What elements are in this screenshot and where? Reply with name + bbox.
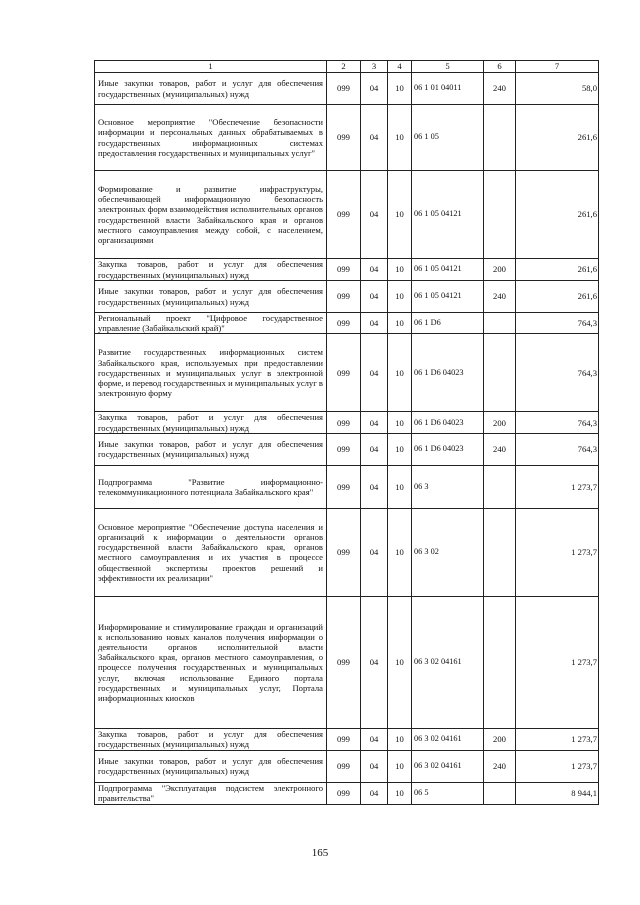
- admin-code-cell: 099: [327, 281, 361, 313]
- target-article-cell: 06 1 D6: [412, 313, 484, 334]
- table-row: [95, 433, 599, 465]
- admin-code-cell: 099: [327, 412, 361, 433]
- admin-code-cell: 099: [327, 171, 361, 259]
- section-cell: 04: [361, 728, 388, 750]
- amount-cell: 1 273,7: [516, 750, 599, 782]
- row-name-cell: Информирование и стимулирование граждан и организаций к использованию новых каналов получения информации о деятельности органов исполнительной власти Забайкальского края, органов местного самоуправления, о процессе получения государственных и муниципальных услуг, включая использование Единого портала государственных и муниципальных услуг, Портала информационных киосков: [95, 596, 327, 728]
- table-row: [95, 334, 599, 412]
- expense-type-cell: 200: [484, 259, 516, 281]
- expense-type-cell: [484, 334, 516, 412]
- target-article-cell: 06 1 D6 04023: [412, 412, 484, 433]
- section-cell: 04: [361, 313, 388, 334]
- expense-type-cell: [484, 596, 516, 728]
- section-cell: 04: [361, 412, 388, 433]
- expense-type-cell: [484, 465, 516, 508]
- expense-type-cell: [484, 508, 516, 596]
- section-cell: 04: [361, 281, 388, 313]
- target-article-cell: 06 3: [412, 465, 484, 508]
- page-number: 165: [311, 847, 329, 859]
- admin-code-cell: 099: [327, 105, 361, 171]
- target-article-cell: 06 1 01 04011: [412, 73, 484, 105]
- admin-code-cell: 099: [327, 465, 361, 508]
- table-row: [95, 465, 599, 508]
- row-name-cell: Иные закупки товаров, работ и услуг для обеспечения государственных (муниципальных) нужд: [95, 750, 327, 782]
- amount-cell: 764,3: [516, 412, 599, 433]
- table-body: [95, 73, 599, 805]
- row-name-cell: Иные закупки товаров, работ и услуг для обеспечения государственных (муниципальных) нужд: [95, 73, 327, 105]
- subsection-cell: 10: [388, 412, 412, 433]
- expense-type-cell: [484, 171, 516, 259]
- section-cell: 04: [361, 171, 388, 259]
- section-cell: 04: [361, 596, 388, 728]
- table-row: [95, 508, 599, 596]
- table-row: [95, 596, 599, 728]
- subsection-cell: 10: [388, 171, 412, 259]
- row-name-cell: Развитие государственных информационных систем Забайкальского края, используемых при предоставлении государственных и муниципальных услуг в электронной форме, и перевод государственных и муниципальных услуг в электронную форму: [95, 334, 327, 412]
- amount-cell: 261,6: [516, 281, 599, 313]
- admin-code-cell: 099: [327, 508, 361, 596]
- subsection-cell: 10: [388, 433, 412, 465]
- admin-code-cell: 099: [327, 728, 361, 750]
- admin-code-cell: 099: [327, 73, 361, 105]
- column-header: 7: [516, 61, 599, 73]
- amount-cell: 261,6: [516, 171, 599, 259]
- target-article-cell: 06 1 D6 04023: [412, 334, 484, 412]
- column-header: 2: [327, 61, 361, 73]
- amount-cell: 8 944,1: [516, 782, 599, 804]
- amount-cell: 1 273,7: [516, 596, 599, 728]
- row-name-cell: Иные закупки товаров, работ и услуг для обеспечения государственных (муниципальных) нужд: [95, 281, 327, 313]
- subsection-cell: 10: [388, 259, 412, 281]
- subsection-cell: 10: [388, 596, 412, 728]
- row-name-cell: Подпрограмма "Эксплуатация подсистем электронного правительства": [95, 782, 327, 804]
- column-header: 1: [95, 61, 327, 73]
- target-article-cell: 06 1 05 04121: [412, 281, 484, 313]
- table-row: [95, 259, 599, 281]
- target-article-cell: 06 1 D6 04023: [412, 433, 484, 465]
- admin-code-cell: 099: [327, 334, 361, 412]
- target-article-cell: 06 5: [412, 782, 484, 804]
- table-row: [95, 412, 599, 433]
- subsection-cell: 10: [388, 313, 412, 334]
- expense-type-cell: 240: [484, 750, 516, 782]
- amount-cell: 261,6: [516, 259, 599, 281]
- row-name-cell: Основное мероприятие "Обеспечение доступа населения и организаций к информации о деятельности органов государственной власти Забайкальского края, органов местного самоуправления и их участия в процессе общественной экспертизы проектов решений и эффективности их реализации": [95, 508, 327, 596]
- row-name-cell: Региональный проект "Цифровое государственное управление (Забайкальский край)": [95, 313, 327, 334]
- expense-type-cell: [484, 105, 516, 171]
- table-row: [95, 782, 599, 804]
- admin-code-cell: 099: [327, 313, 361, 334]
- budget-table-sheet: [94, 60, 598, 805]
- target-article-cell: 06 3 02 04161: [412, 728, 484, 750]
- expense-type-cell: [484, 313, 516, 334]
- amount-cell: 764,3: [516, 334, 599, 412]
- admin-code-cell: 099: [327, 750, 361, 782]
- row-name-cell: Подпрограмма "Развитие информационно-телекоммуникационного потенциала Забайкальского края": [95, 465, 327, 508]
- subsection-cell: 10: [388, 281, 412, 313]
- subsection-cell: 10: [388, 105, 412, 171]
- expense-type-cell: 240: [484, 281, 516, 313]
- row-name-cell: Закупка товаров, работ и услуг для обеспечения государственных (муниципальных) нужд: [95, 728, 327, 750]
- column-header: 6: [484, 61, 516, 73]
- table-row: [95, 313, 599, 334]
- section-cell: 04: [361, 465, 388, 508]
- admin-code-cell: 099: [327, 782, 361, 804]
- section-cell: 04: [361, 259, 388, 281]
- subsection-cell: 10: [388, 728, 412, 750]
- admin-code-cell: 099: [327, 596, 361, 728]
- table-row: [95, 73, 599, 105]
- table-row: [95, 105, 599, 171]
- target-article-cell: 06 1 05 04121: [412, 259, 484, 281]
- target-article-cell: 06 3 02: [412, 508, 484, 596]
- section-cell: 04: [361, 508, 388, 596]
- amount-cell: 764,3: [516, 433, 599, 465]
- target-article-cell: 06 3 02 04161: [412, 750, 484, 782]
- table-row: [95, 171, 599, 259]
- row-name-cell: Иные закупки товаров, работ и услуг для обеспечения государственных (муниципальных) нужд: [95, 433, 327, 465]
- column-header: 4: [388, 61, 412, 73]
- amount-cell: 1 273,7: [516, 508, 599, 596]
- section-cell: 04: [361, 750, 388, 782]
- target-article-cell: 06 1 05: [412, 105, 484, 171]
- amount-cell: 764,3: [516, 313, 599, 334]
- section-cell: 04: [361, 105, 388, 171]
- section-cell: 04: [361, 73, 388, 105]
- subsection-cell: 10: [388, 465, 412, 508]
- expense-type-cell: [484, 782, 516, 804]
- subsection-cell: 10: [388, 782, 412, 804]
- expense-type-cell: 200: [484, 412, 516, 433]
- budget-table: [94, 60, 599, 805]
- amount-cell: 1 273,7: [516, 728, 599, 750]
- row-name-cell: Закупка товаров, работ и услуг для обеспечения государственных (муниципальных) нужд: [95, 259, 327, 281]
- subsection-cell: 10: [388, 750, 412, 782]
- amount-cell: 261,6: [516, 105, 599, 171]
- expense-type-cell: 240: [484, 433, 516, 465]
- subsection-cell: 10: [388, 508, 412, 596]
- target-article-cell: 06 1 05 04121: [412, 171, 484, 259]
- expense-type-cell: 240: [484, 73, 516, 105]
- section-cell: 04: [361, 334, 388, 412]
- admin-code-cell: 099: [327, 259, 361, 281]
- header-row: [95, 61, 599, 73]
- row-name-cell: Формирование и развитие инфраструктуры, обеспечивающей информационную безопасность электронных форм взаимодействия исполнительных органов государственной власти Забайкальского края и органов местного самоуправления между собой, с населением, организациями: [95, 171, 327, 259]
- subsection-cell: 10: [388, 73, 412, 105]
- admin-code-cell: 099: [327, 433, 361, 465]
- column-header: 3: [361, 61, 388, 73]
- expense-type-cell: 200: [484, 728, 516, 750]
- row-name-cell: Закупка товаров, работ и услуг для обеспечения государственных (муниципальных) нужд: [95, 412, 327, 433]
- row-name-cell: Основное мероприятие "Обеспечение безопасности информации и персональных данных обрабатываемых в государственных информационных системах предоставления государственных и муниципальных услуг": [95, 105, 327, 171]
- section-cell: 04: [361, 433, 388, 465]
- table-row: [95, 750, 599, 782]
- section-cell: 04: [361, 782, 388, 804]
- table-row: [95, 728, 599, 750]
- column-header: 5: [412, 61, 484, 73]
- table-row: [95, 281, 599, 313]
- target-article-cell: 06 3 02 04161: [412, 596, 484, 728]
- amount-cell: 1 273,7: [516, 465, 599, 508]
- subsection-cell: 10: [388, 334, 412, 412]
- amount-cell: 58,0: [516, 73, 599, 105]
